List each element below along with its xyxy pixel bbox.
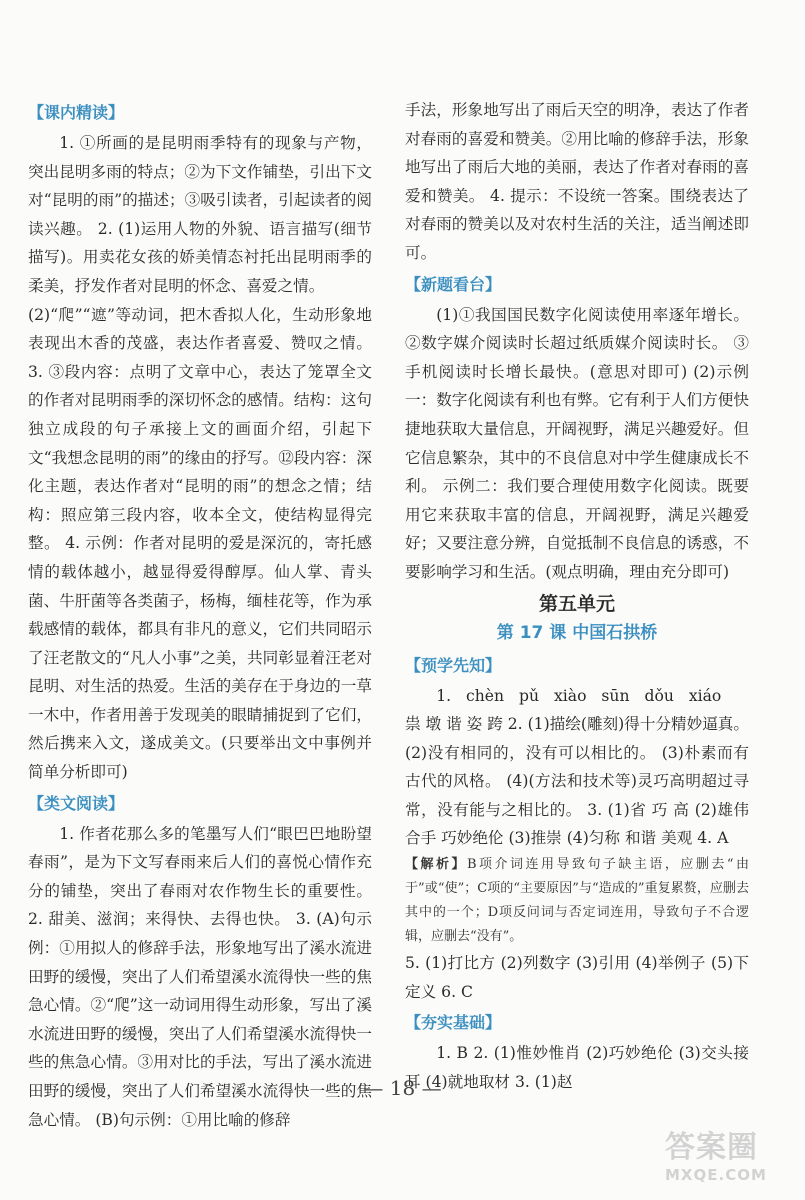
lesson-title: 第 17 课 中国石拱桥 bbox=[496, 622, 658, 643]
section-header-similar-reading: 【类文阅读】 bbox=[28, 793, 125, 813]
pinyin-line: 1. chèn pǔ xiào sūn dǒu xiáo bbox=[436, 686, 722, 705]
answer-paragraph: (2)“爬”“遮”等动词，把木香拟人化，生动形象地表现出木香的茂盛，表达作者喜爱、赞叹之情。 3. ③段内容：点明了文章中心，表达了笼罩全文的作者对昆明雨季的深切怀念的感情。结构：这句独立成段的句子承接上文的画面介绍，引起下文“我想念昆明的雨”的缘由的抒写。⑫段内容：深化主题，表达作者对“昆明的雨”的想念之情；结构：照应第三段内容，收本全文，使结构显得完整。 4. 示例：作者对昆明的爱是深沉的，寄托感情的载体越小，越显得爱得醇厚。仙人掌、青头菌、牛肝菌等各类菌子，杨梅，缅桂花等，作为承载感情的载体，都具有非凡的意义，它们共同昭示了汪老散文的“凡人小事”之美，共同彰显着汪老对昆明、对生活的热爱。生活的美存在于身边的一草一木中，作者用善于发现美的眼睛捕捉到了它们，然后携来入文，遂成美文。(只要举出文中事例并简单分析即可) bbox=[28, 305, 372, 782]
page-number: — 18 — bbox=[363, 1076, 442, 1100]
watermark bbox=[665, 1130, 795, 1190]
answer-paragraph: 手法，形象地写出了雨后天空的明净，表达了作者对春雨的喜爱和赞美。②用比喻的修辞手法，形象地写出了雨后大地的美丽，表达了作者对春雨的喜爱和赞美。 4. 提示：不设统一答案。围绕表达了对春雨的赞美以及对农村生活的关注，适当阐述即可。 bbox=[405, 101, 749, 262]
answer-paragraph: 1. 作者花那么多的笔墨写人们“眼巴巴地盼望春雨”，是为下文写春雨来后人们的喜悦心情作充分的铺垫，突出了春雨对农作物生长的重要性。 2. 甜美、滋润；来得快、去得也快。 3. (A)句示例：①用拟人的修辞手法，形象地写出了溪水流进田野的缓慢，突出了人们希望溪水流得快一些的焦急心情。②“爬”这一动词用得生动形象，写出了溪水流进田野的缓慢，突出了人们希望溪水流得快一些的焦急心情。③用对比的手法，写出了溪水流进田野的缓慢，突出了人们希望溪水流得快一些的焦急心情。 (B)句示例：①用比喻的修辞 bbox=[28, 824, 372, 1129]
section-header-foundation: 【夯实基础】 bbox=[405, 1013, 502, 1033]
answer-paragraph: 祟 墩 谐 姿 跨 2. (1)描绘(雕刻)得十分精妙逼真。 (2)没有相同的，没有可以相比的。 (3)朴素而有古代的风格。 (4)(方法和技术等)灵巧高明超过寻常，没有能与之相比的。 3. (1)省 巧 高 (2)雄伟 合手 巧妙绝伦 (3)推崇 (4)匀称 和谐 美观 4. A bbox=[405, 715, 749, 848]
section-header-new-questions: 【新题看台】 bbox=[405, 274, 502, 294]
answer-paragraph: 1. ①所画的是昆明雨季特有的现象与产物，突出昆明多雨的特点；②为下文作铺垫，引出下文对“昆明的雨”的描述；③吸引读者，引起读者的阅读兴趣。 2. (1)运用人物的外貌、语言描写(细节描写)。用卖花女孩的娇美情态衬托出昆明雨季的柔美，抒发作者对昆明的怀念、喜爱之情。 bbox=[28, 134, 372, 295]
answer-paragraph: 5. (1)打比方 (2)列数字 (3)引用 (4)举例子 (5)下定义 6. C bbox=[405, 954, 749, 1001]
left-column bbox=[28, 96, 372, 1134]
right-column bbox=[405, 96, 749, 1096]
section-header-preview: 【预学先知】 bbox=[405, 655, 502, 675]
section-header-in-class-reading: 【课内精读】 bbox=[28, 103, 125, 122]
watermark-logo: 答案圈 bbox=[665, 1130, 758, 1165]
watermark-url: MXQE.COM bbox=[665, 1166, 767, 1184]
analysis-tag: 【解析】 bbox=[405, 857, 467, 873]
analysis-note bbox=[405, 853, 749, 949]
analysis-text: B项介词连用导致句子缺主语，应删去“由于”或“使”；C项的“主要原因”与“造成的”重复累赘，应删去其中的一个；D项反问词与否定词连用，导致句子不合逻辑，应删去“没有”。 bbox=[405, 857, 749, 945]
answer-paragraph: (1)①我国国民数字化阅读使用率逐年增长。 ②数字媒介阅读时长超过纸质媒介阅读时长。 ③手机阅读时长增长最快。(意思对即可) (2)示例一：数字化阅读有利也有弊。它有利于人们方便快捷地获取大量信息，开阔视野，满足兴趣爱好。但它信息繁杂，其中的不良信息对中学生健康成长不利。 示例二：我们要合理使用数字化阅读。既要用它来获取丰富的信息，开阔视野，满足兴趣爱好；又要注意分辨，自觉抵制不良信息的诱惑，不要影响学习和生活。(观点明确，理由充分即可) bbox=[405, 305, 749, 581]
unit-title: 第五单元 bbox=[538, 592, 615, 615]
answer-paragraph: 1. B 2. (1)惟妙惟肖 (2)巧妙绝伦 (3)交头接耳 (4)就地取材 3. (1)赵 bbox=[405, 1044, 749, 1091]
